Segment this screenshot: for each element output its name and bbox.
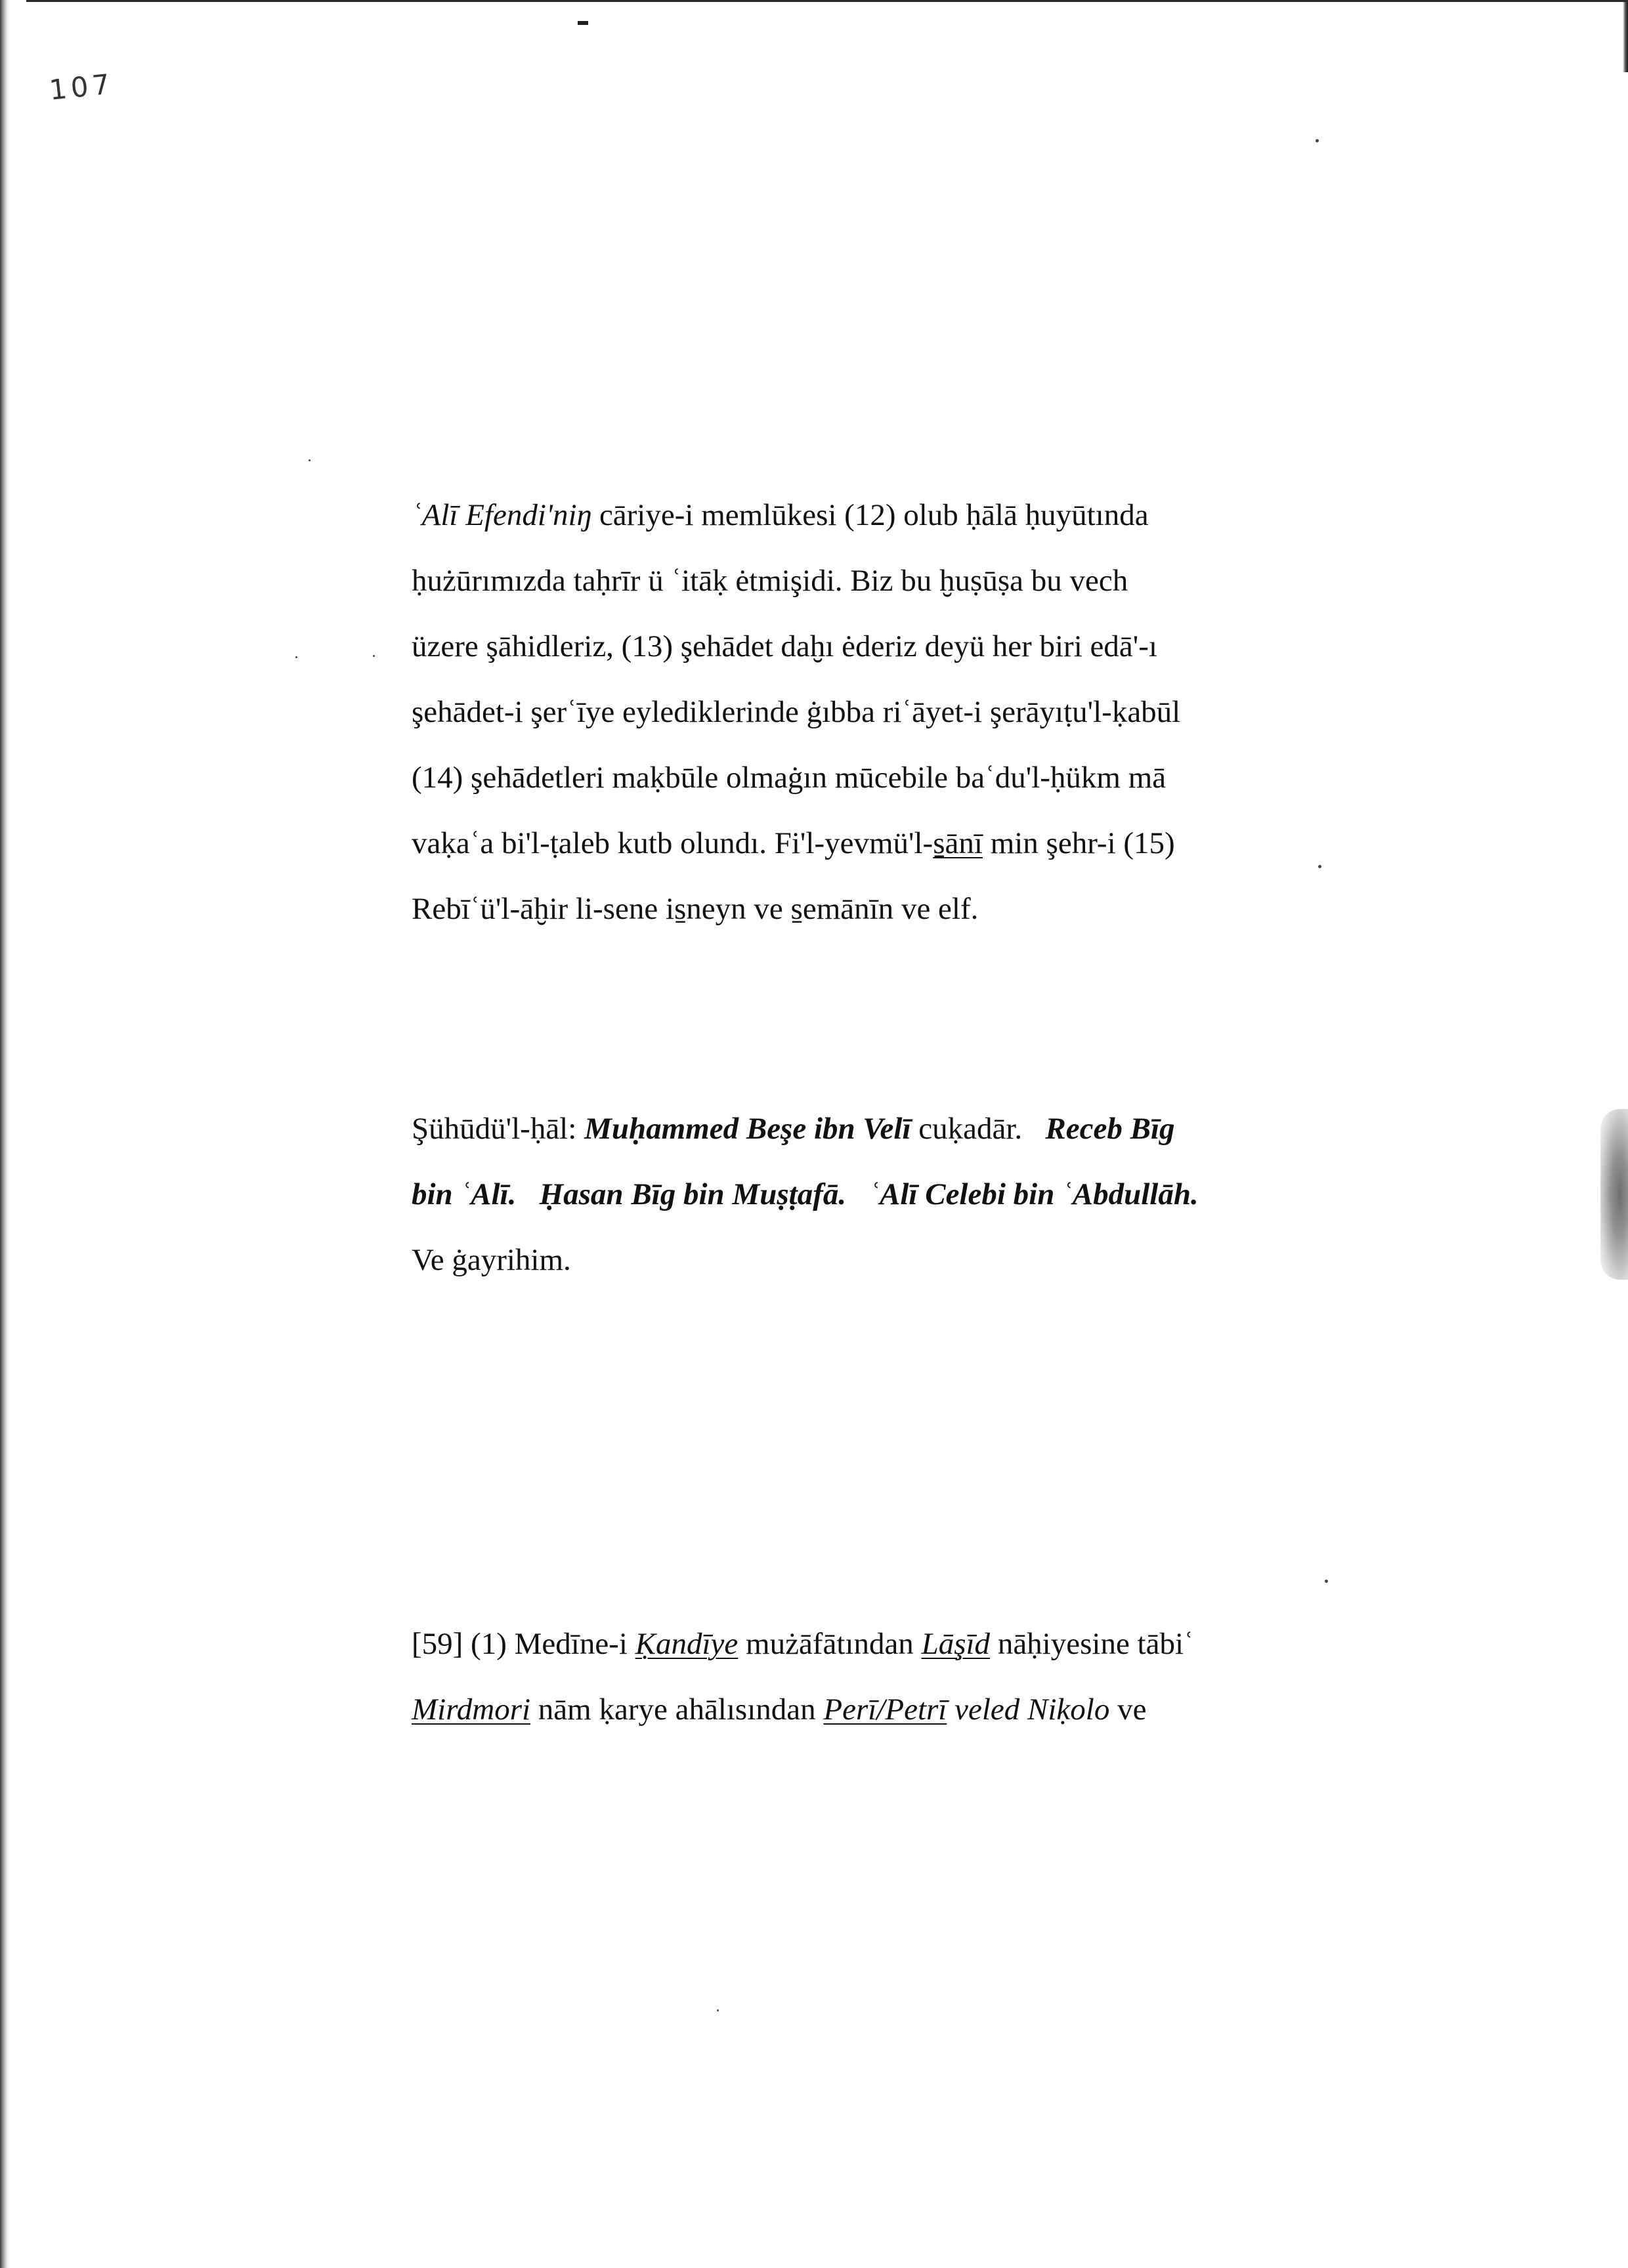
scan-speck xyxy=(309,459,311,461)
text-line: Mirdmori nām ḳarye ahālısından Perī/Petrī veled Niḳolo ve xyxy=(412,1692,1147,1727)
scan-speck xyxy=(373,655,375,657)
witness-name: ʿAlī Celebi bin ʿAbdullāh. xyxy=(869,1177,1199,1211)
person-name: Niḳolo xyxy=(1027,1692,1110,1727)
page-number: 107 xyxy=(47,68,116,106)
village-name: Mirdmori xyxy=(412,1692,531,1727)
text-line: ḥużūrımızda taḥrīr ü ʿitāḳ ėtmişidi. Biz bu ḫuṣūṣa bu vech xyxy=(412,564,1128,598)
person-name: ʿAlī Efendi'niŋ xyxy=(412,498,592,532)
text-line xyxy=(412,1162,1298,1227)
place-name: Ḳandīye xyxy=(635,1627,739,1661)
scan-speck xyxy=(1318,865,1321,868)
scan-smudge xyxy=(1600,1109,1628,1280)
paragraph-entry-59 xyxy=(412,1611,1298,1742)
text-line: Şühūdü'l-ḥāl: Muḥammed Beşe ibn Velī cuḳadār. Receb Bīg xyxy=(412,1112,1175,1146)
witness-name: Ḥasan Bīg bin Muṣṭafā. xyxy=(539,1177,847,1211)
paragraph-1 xyxy=(412,482,1298,942)
underlined-word: s̱ānī xyxy=(933,826,983,860)
witness-name: Receb Bīg xyxy=(1045,1112,1175,1146)
scan-edge-top xyxy=(26,0,1628,2)
text-line: Rebīʿü'l-āḫir li-sene is̱neyn ve s̱emānīn ve elf. xyxy=(412,892,979,926)
scan-edge-right xyxy=(1623,0,1628,72)
text-line: Ve ġayrihim. xyxy=(412,1243,571,1277)
place-name: Lāşīd xyxy=(921,1627,991,1661)
paragraph-witnesses xyxy=(412,1096,1298,1293)
scan-mark xyxy=(578,21,588,25)
scan-speck xyxy=(717,2009,719,2011)
person-name: Perī/Petrī xyxy=(823,1692,947,1727)
text-line: şehādet-i şerʿīye eylediklerinde ġıbba riʿāyet-i şerāyıṭu'l-ḳabūl xyxy=(412,695,1181,729)
scan-edge-left xyxy=(0,0,9,2268)
scan-speck xyxy=(1325,1580,1328,1583)
text-line: üzere şāhidleriz, (13) şehādet daḫı ėderiz deyü her biri edā'-ı xyxy=(412,629,1157,663)
text-line: ʿAlī Efendi'niŋ cāriye-i memlūkesi (12) olub ḥālā ḥuyūtında xyxy=(412,498,1149,532)
text-line: vaḳaʿa bi'l-ṭaleb kutb olundı. Fi'l-yevmü'l-s̱ānī min şehr-i (15) xyxy=(412,826,1175,860)
text-line: [59] (1) Medīne-i Ḳandīye mużāfātından Lāşīd nāḥiyesine tābiʿ xyxy=(412,1627,1194,1661)
scan-speck xyxy=(1316,139,1319,142)
witness-name: Muḥammed Beşe ibn Velī xyxy=(584,1112,911,1146)
scan-speck xyxy=(295,656,297,658)
witness-name: bin ʿAlī. xyxy=(412,1177,517,1211)
text-line: (14) şehādetleri maḳbūle olmaġın mūcebile baʿdu'l-ḥükm mā xyxy=(412,761,1167,795)
